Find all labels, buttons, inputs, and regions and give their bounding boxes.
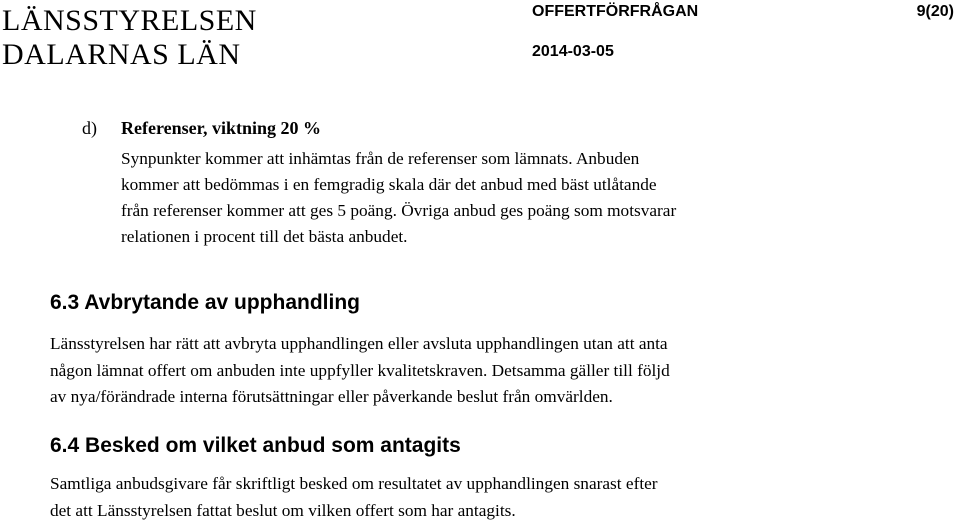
section-6-4-body <box>50 471 930 524</box>
item-d-line: Synpunkter kommer att inhämtas från de referenser som lämnats. Anbuden <box>121 149 640 168</box>
item-d-label: d) <box>82 118 97 138</box>
item-d-line: kommer att bedömmas i en femgradig skala där det anbud med bäst utlåtande <box>121 175 657 194</box>
item-d-line: relationen i procent till det bästa anbudet. <box>121 227 408 246</box>
section-6-3-heading: 6.3 Avbrytande av upphandling <box>50 291 360 314</box>
section-6-4-line: det att Länsstyrelsen fattat beslut om vilken offert som har antagits. <box>50 500 516 520</box>
agency-logo <box>2 4 257 72</box>
section-6-3-body <box>50 331 930 411</box>
item-d-body <box>121 146 841 250</box>
section-6-4-heading: 6.4 Besked om vilket anbud som antagits <box>50 434 461 457</box>
item-d-heading: Referenser, viktning 20 % <box>121 118 321 138</box>
section-6-3-line: Länsstyrelsen har rätt att avbryta upphandlingen eller avsluta upphandlingen utan att anta <box>50 334 668 353</box>
logo-line-2: DALARNAS LÄN <box>2 38 241 71</box>
section-6-4-line: Samtliga anbudsgivare får skriftligt besked om resultatet av upphandlingen snarast efter <box>50 474 658 493</box>
section-6-3-line: någon lämnat offert om anbuden inte uppfyller kvalitetskraven. Detsamma gäller till följd <box>50 360 670 380</box>
logo-line-1: LÄNSSTYRELSEN <box>2 4 257 37</box>
section-6-3-line: av nya/förändrade interna förutsättningar eller påverkande beslut från omvärlden. <box>50 387 613 406</box>
page-number: 9(20) <box>916 3 954 20</box>
document-date: 2014-03-05 <box>532 43 614 60</box>
item-d-line: från referenser kommer att ges 5 poäng. Övriga anbud ges poäng som motsvarar <box>121 201 677 220</box>
document-type: OFFERTFÖRFRÅGAN <box>532 3 699 20</box>
